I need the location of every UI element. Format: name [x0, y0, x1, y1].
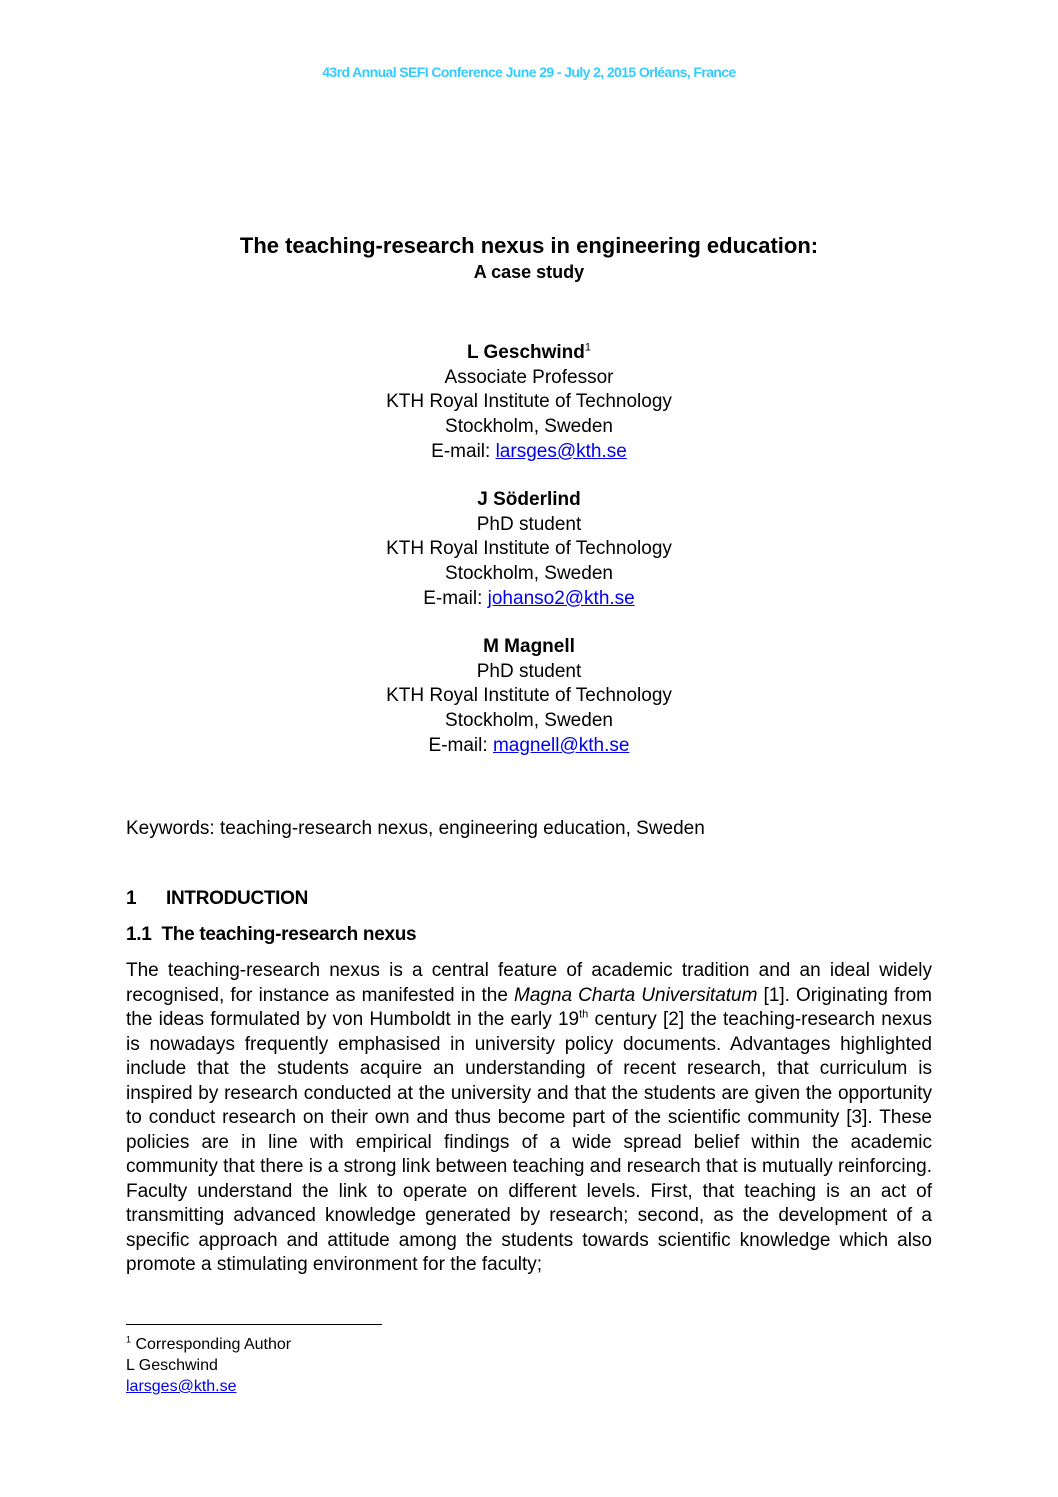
footnote-author: L Geschwind — [126, 1357, 218, 1374]
paper-title: The teaching-research nexus in engineering education: — [239, 233, 819, 258]
author-name: M Magnell — [483, 636, 575, 657]
author-institution: KTH Royal Institute of Technology — [386, 391, 672, 413]
author-email-link[interactable]: johanso2@kth.se — [487, 587, 635, 609]
author-block-3 — [0, 635, 1058, 759]
author-email-link[interactable]: magnell@kth.se — [492, 734, 630, 756]
author-location: Stockholm, Sweden — [445, 563, 613, 585]
author-name: J Söderlind — [477, 489, 581, 510]
author-email-line: E-mail: magnell@kth.se — [428, 734, 630, 756]
author-position: PhD student — [476, 513, 582, 535]
author-position: Associate Professor — [444, 366, 614, 388]
subsection-title: The teaching-research nexus — [161, 924, 417, 945]
section-title: INTRODUCTION — [166, 888, 309, 909]
keywords: Keywords: teaching-research nexus, engineering education, Sweden — [126, 818, 705, 839]
author-name: L Geschwind$^1$ — [466, 341, 592, 363]
italic-citation: Magna Charta Universitatum — [514, 984, 758, 1006]
paper-subtitle: A case study — [473, 262, 585, 282]
footnote-line: $^1$ Corresponding Author — [126, 1334, 292, 1353]
subsection-number: 1.1 — [126, 924, 152, 945]
conference-header: 43rd Annual SEFI Conference June 29 - July 2, 2015 Orléans, France — [322, 64, 736, 80]
author-location: Stockholm, Sweden — [445, 416, 613, 438]
section-heading — [126, 888, 308, 910]
subsection-heading — [126, 924, 416, 946]
author-institution: KTH Royal Institute of Technology — [386, 538, 672, 560]
author-email-line: E-mail: larsges@kth.se — [431, 440, 627, 462]
footnote-mark: 1 — [584, 341, 592, 354]
author-email-link[interactable]: larsges@kth.se — [495, 440, 627, 462]
body-paragraph: The teaching-research nexus is a central feature of academic tradition and an ideal widely recognised, for instance as manifested in the Magna Charta Universitatum [1]. Originating from the ideas formulated by von Humboldt in the early 19th century [2] the teaching-research nexus is nowadays frequently emphasised in university policy documents. Advantages highlighted include that the students acquire an understanding of recent research, that curriculum is inspired by research conducted at the university and that the students are given the opportunity to conduct research on their own and thus become part of the scientific community [3]. These policies are in line with empirical findings of a wide spread belief within the academic community that there is a strong link between teaching and research that is mutually reinforcing. Faculty understand the link to operate on different levels. First, that teaching is an act of transmitting advanced knowledge generated by research; second, as the development of a specific approach and attitude among the students towards scientific knowledge which also promote a stimulating environment for the faculty; — [126, 960, 933, 1275]
section-number: 1 — [126, 888, 137, 909]
author-block-2 — [0, 488, 1058, 612]
footnote — [126, 1334, 291, 1397]
author-email-line: E-mail: johanso2@kth.se — [423, 587, 635, 609]
author-institution: KTH Royal Institute of Technology — [386, 685, 672, 707]
footnote-email-link[interactable]: larsges@kth.se — [126, 1378, 237, 1395]
author-position: PhD student — [476, 660, 582, 682]
author-location: Stockholm, Sweden — [445, 710, 613, 732]
author-block-1 — [0, 341, 1058, 465]
footnote-divider — [126, 1324, 382, 1325]
